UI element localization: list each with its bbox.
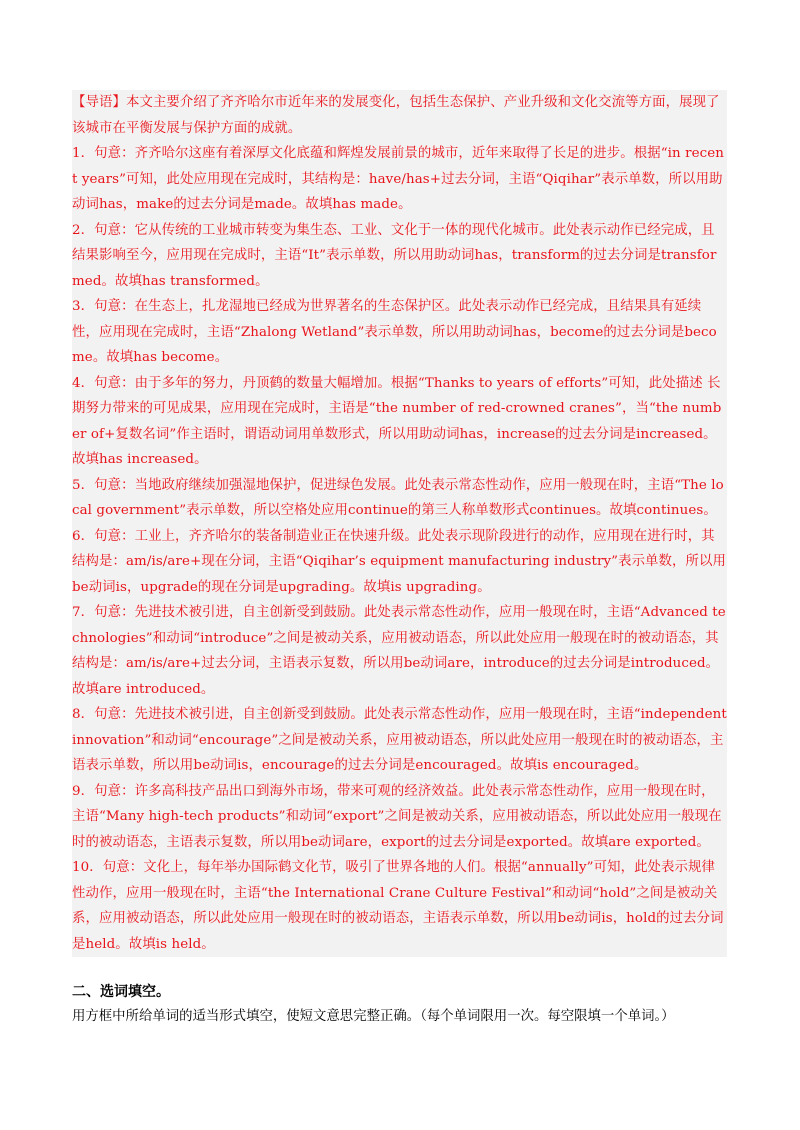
explanation-2: 2．句意：它从传统的工业城市转变为集生态、工业、文化于一体的现代化城市。此处表示动作已经完成，且结果影响至今，应用现在完成时，主语“It”表示单数，所以用助动词has，transform的过去分词是transformed。故填has transformed。: [72, 222, 717, 289]
intro-paragraph: 【导语】本文主要介绍了齐齐哈尔市近年来的发展变化，包括生态保护、产业升级和文化交流等方面，展现了该城市在平衡发展与保护方面的成就。: [72, 95, 720, 136]
explanation-1: 1．句意：齐齐哈尔这座有着深厚文化底蕴和辉煌发展前景的城市，近年来取得了长足的进步。根据“in recent years”可知，此处应用现在完成时，其结构是：have/has+过去分词，主语“Qiqihar”表示单数，所以用助动词has，make的过去分词是made。故填has made。: [72, 146, 724, 212]
explanation-7: 7．句意：先进技术被引进，自主创新受到鼓励。此处表示常态性动作，应用一般现在时，主语“Advanced technologies”和动词“introduce”之间是被动关系，应用被动语态，所以此处应用一般现在时的被动语态，其结构是：am/is/are+过去分词，主语表示复数，所以用be动词are，introduce的过去分词是introduced。故填are introduced。: [72, 605, 726, 697]
section-heading: 二、选词填空。: [72, 984, 170, 1000]
explanation-3: 3．句意：在生态上，扎龙湿地已经成为世界著名的生态保护区。此处表示动作已经完成，且结果具有延续性，应用现在完成时，主语“Zhalong Wetland”表示单数，所以用助动词has，become的过去分词是become。故填has become。: [72, 299, 717, 365]
explanation-10: 10．句意：文化上，每年举办国际鹤文化节，吸引了世界各地的人们。根据“annually”可知，此处表示规律性动作，应用一般现在时，主语“the International Crane Culture Festival”和动词“hold”之间是被动关系，应用被动语态，所以此处应用一般现在时的被动语态，主语表示单数，所以用be动词is，hold的过去分词是held。故填is held。: [72, 860, 724, 952]
explanation-4: 4．句意：由于多年的努力，丹顶鹤的数量大幅增加。根据“Thanks to years of efforts”可知，此处描述 长期努力带来的可见成果，应用现在完成时，主语是“the number of red-crowned cranes”，当“the number of+复数名词”作主语时，谓语动词用单数形式，所以用助动词has，increase的过去分词是increased。故填has increased。: [72, 375, 722, 467]
explanation-6: 6．句意：工业上，齐齐哈尔的装备制造业正在快速升级。此处表示现阶段进行的动作，应用现在进行时，其结构是：am/is/are+现在分词，主语“Qiqihar’s equipment manufacturing industry”表示单数，所以用be动词is，upgrade的现在分词是upgrading。故填is upgrading。: [72, 528, 726, 595]
explanation-5: 5．句意：当地政府继续加强湿地保护，促进绿色发展。此处表示常态性动作，应用一般现在时，主语“The local government”表示单数，所以空格处应用continue的第三人称单数形式continues。故填continues。: [72, 477, 724, 518]
explanation-8: 8．句意：先进技术被引进，自主创新受到鼓励。此处表示常态性动作，应用一般现在时，主语“independent innovation”和动词“encourage”之间是被动关系，应用被动语态，所以此处应用一般现在时的被动语态，主语表示单数，所以用be动词is，encourage的过去分词是encouraged。故填is encouraged。: [72, 707, 727, 773]
answer-explanation-block: [72, 90, 727, 957]
section-instruction: 用方框中所给单词的适当形式填空，使短文意思完整正确。（每个单词限用一次。每空限填一个单词。）: [72, 1009, 675, 1024]
explanation-9: 9．句意：许多高科技产品出口到海外市场，带来可观的经济效益。此处表示常态性动作，应用一般现在时，主语“Many high-tech products”和动词“export”之间是被动关系，应用被动语态，所以此处应用一般现在时的被动语态，主语表示复数，所以用be动词are，export的过去分词是exported。故填are exported。: [72, 783, 722, 850]
